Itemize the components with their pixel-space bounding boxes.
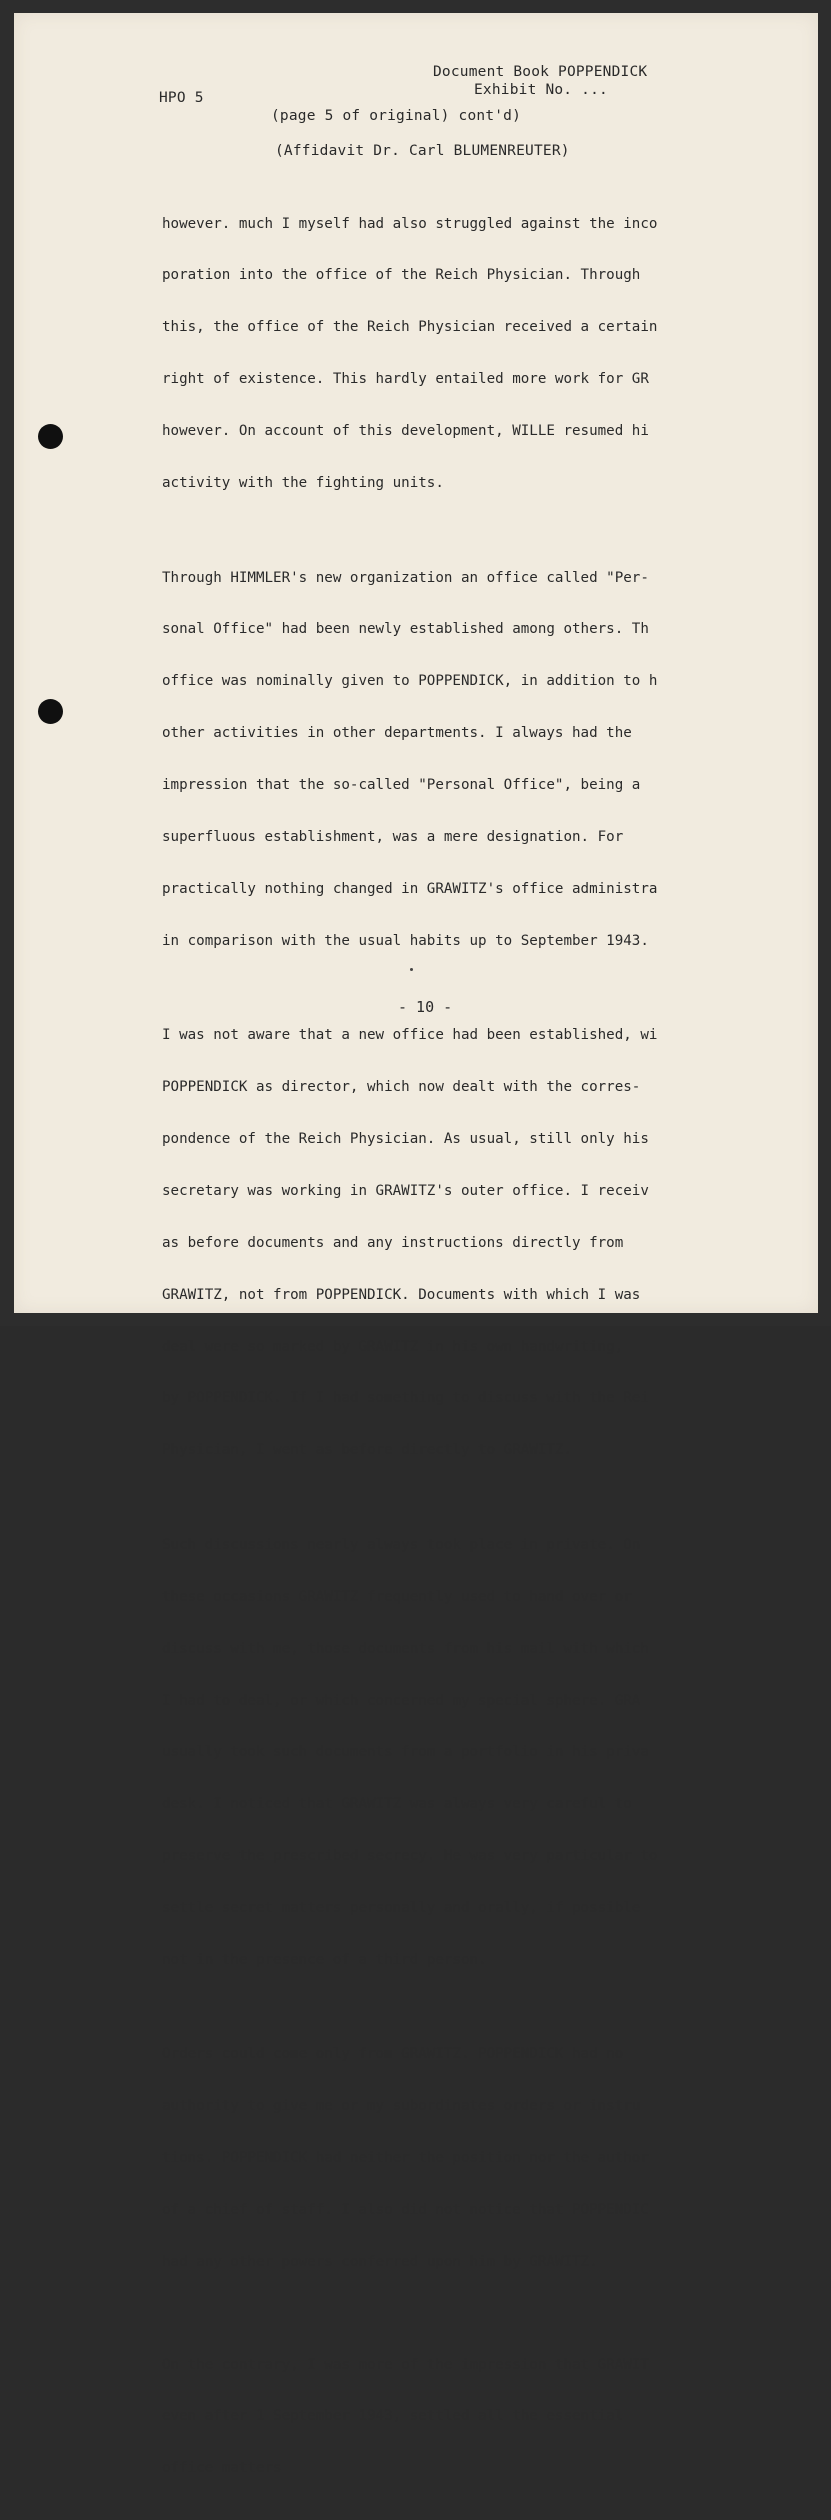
text-line: On the contrary, I was more of the impression that GRAWIT <box>162 2356 649 2373</box>
text-line: I had to deal, or which concerned my special sphere. GRA <box>162 1692 641 1709</box>
text-line: of a chief of staff. I also did not notice that POPPENDIC <box>162 2202 649 2219</box>
text-line: not in the presence of a third person. <box>162 1951 487 1968</box>
text-line: had any other powers conferred upon him by GRAWITZ. <box>162 2254 598 2271</box>
text-line: these occasions GRAWITZ frequently used to hand over or <box>162 1588 632 1605</box>
affidavit-title: (Affidavit Dr. Carl BLUMENREUTER) <box>275 143 570 159</box>
text-line: practically nothing changed in GRAWITZ's office administra <box>162 880 658 897</box>
paper-speck <box>410 968 413 971</box>
text-line: as before documents and any instructions directly from <box>162 1234 624 1251</box>
paragraph-4 <box>162 1502 802 2004</box>
text-line: preserve the prescribed secrecy. He was very particular to <box>162 1848 658 1865</box>
text-line: even after 1 September 1943, settled all the essential <box>162 2408 624 2425</box>
page-number: - 10 - <box>398 998 453 1016</box>
text-line: by POPPENDICK. If I had something to discuss with the Rei <box>162 1390 649 1407</box>
document-page <box>14 13 818 2477</box>
original-page-reference: (page 5 of original) cont'd) <box>271 108 522 124</box>
text-line: this, the office of the Reich Physician received a certain <box>162 319 658 336</box>
text-line: superfluous establishment, was a mere designation. For <box>162 828 624 845</box>
document-book-title: Document Book POPPENDICK <box>433 64 648 80</box>
text-line: sonal Office" had been newly established among others. Th <box>162 621 649 638</box>
text-line: however. On account of this development, WILLE resumed hi <box>162 423 649 440</box>
text-line: Such discussions nearly always took place in private. On <box>162 1536 641 1553</box>
text-line: usually took such documents from a portfolio in his priva <box>162 1744 649 1761</box>
text-line: tions. POPPENDICK had neither the position nor the author <box>162 2150 649 2167</box>
text-line: Orders could come only from GRAWITZ. POPPENDICK had no <box>162 2046 624 2063</box>
text-line: office was nominally given to POPPENDICK, in addition to h <box>162 673 658 690</box>
document-reference: HPO 5 <box>159 90 204 106</box>
text-line: pondence of the Reich Physician. As usual, still only his <box>162 1131 649 1148</box>
text-line: secretary was working in GRAWITZ's outer office. I receiv <box>162 1182 649 1199</box>
paragraph-3 <box>162 993 802 1495</box>
paragraph-6 <box>162 2322 802 2512</box>
punch-hole-bottom <box>38 699 63 724</box>
text-line: Through HIMMLER's new organization an office called "Per- <box>162 569 649 586</box>
text-line: in comparison with the usual habits up to September 1943. <box>162 932 649 949</box>
text-line: activity with the fighting units. <box>162 475 444 492</box>
text-line: settle secret matters personally and orally, if possible <box>162 1900 641 1917</box>
text-line: GRAWITZ, not from POPPENDICK. Documents with which I was <box>162 1286 641 1303</box>
document-body <box>162 181 802 2520</box>
text-line: POPPENDICK as director, which now dealt with the corres- <box>162 1079 641 1096</box>
text-line: however. much I myself had also struggled against the inco <box>162 215 658 232</box>
text-line: I was not aware that a new office had been established, wi <box>162 1027 658 1044</box>
text-line: desk. I noticed that GRAWITZ was always very careful to <box>162 1796 632 1813</box>
text-line: impression that the so-called "Personal Office", being a <box>162 777 641 794</box>
text-line: poration into the office of the Reich Physician. Through <box>162 267 641 284</box>
text-line: office matters <box>162 2460 282 2477</box>
text-line: right of existence. This hardly entailed more work for GR <box>162 371 649 388</box>
text-line: authority to give me or my subordinates orders or instru <box>162 2098 641 2115</box>
text-line: other activities in other departments. I always had the <box>162 725 632 742</box>
paragraph-1 <box>162 181 802 527</box>
text-line: discuss with me, those documents from his mail with which <box>162 1640 649 1657</box>
exhibit-number: Exhibit No. ... <box>474 82 608 98</box>
punch-hole-top <box>38 424 63 449</box>
text-line: Physician, I went as before directly to GRAWITZ. <box>162 1442 572 1459</box>
paragraph-2 <box>162 535 802 985</box>
text-line: deal were so marked by GRAWITZ in his own handwriting, <box>162 1338 624 1355</box>
paragraph-5 <box>162 2012 802 2306</box>
